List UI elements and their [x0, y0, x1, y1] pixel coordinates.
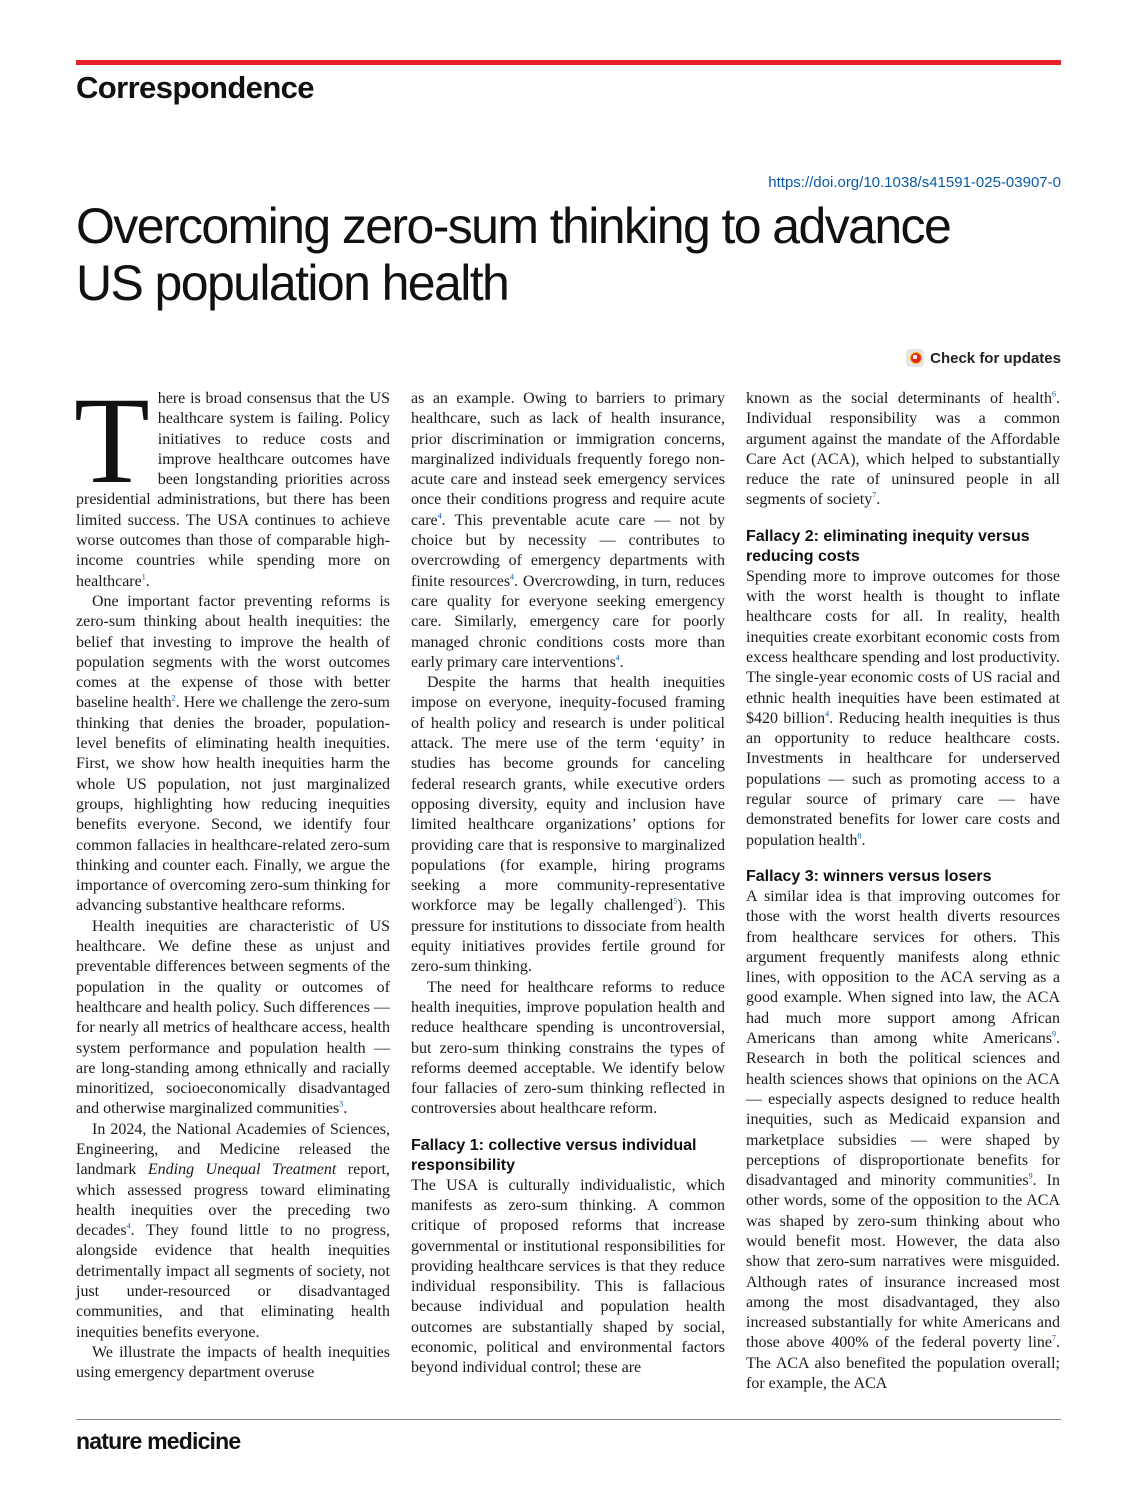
drop-cap: T [74, 372, 150, 509]
text: report, which assessed progress toward eliminating health inequities over the preceding two decades [76, 1161, 390, 1240]
paragraph: The USA is culturally individualistic, which manifests as zero-sum thinking. A common critique of proposed reforms that increase governmental or institutional responsibilities for providing healthcare services is that they reduce individual responsibility. This is fallacious because individual and population health outcomes are substantially shaped by social, economic, political and environmental factors beyond individual control; these are [411, 1176, 725, 1377]
fallacy-2-heading: Fallacy 2: eliminating inequity versus reducing costs [746, 527, 1030, 565]
reference-link[interactable]: 1 [141, 572, 146, 582]
text: . This preventable acute care — not by choice but by necessity — contributes to overcrowding of emergency departments with finite resources [411, 511, 725, 590]
reference-link[interactable]: 8 [857, 831, 862, 841]
reference-link[interactable]: 2 [171, 694, 176, 704]
check-for-updates-button[interactable] [906, 349, 1061, 367]
article-column-3 [746, 389, 1060, 1394]
text: . [145, 572, 150, 590]
text: . [861, 831, 866, 849]
check-updates-icon [906, 349, 924, 367]
text: . [876, 491, 881, 509]
paragraph [76, 592, 390, 917]
paragraph [74, 372, 390, 592]
text: Spending more to improve outcomes for those with the worst health is thought to inflate healthcare costs for all. In reality, health inequities create exorbitant economic costs from excess healthcare spending and lost productivity. The single-year economic costs of US racial and ethnic health inequities have been estimated at $420 billion [746, 567, 1060, 727]
text: ). This pressure for institutions to dissociate from health equity initiatives provides fertile ground for zero-sum thinking. [411, 897, 726, 976]
text: One important factor preventing reforms is zero-sum thinking about health inequities: the belief that investing to improve the health of population segments with the worst outcomes comes at the expense of those with better baseline health [76, 592, 390, 712]
reference-link[interactable]: 9 [1028, 1171, 1033, 1181]
text: . In other words, some of the opposition to the ACA was shaped by zero-sum thinking about who would benefit most. However, the data also show that zero-sum narratives were misguided. Although rates of insurance increased most among the most disadvantaged, they also increased substantially for white Americans and those above 400% of the federal poverty line [746, 1172, 1061, 1352]
reference-link[interactable]: 5 [673, 897, 678, 907]
text: here is broad consensus that the US healthcare system is failing. Policy initiatives to reduce costs and improve healthcare outcomes have been longstanding priorities across presidential administrations, but there has been limited success. The USA continues to achieve worse outcomes than those of comparable high-income countries while spending more on healthcare [76, 390, 390, 590]
reference-link[interactable]: 7 [1052, 1334, 1056, 1344]
text: . The ACA also benefited the population overall; for example, the ACA [746, 1334, 1060, 1393]
fallacy-1-heading: Fallacy 1: collective versus individual responsibility [411, 1136, 697, 1174]
reference-link[interactable]: 4 [615, 653, 620, 663]
text: known as the social determinants of health [746, 390, 1052, 407]
paragraph [76, 917, 390, 1120]
paragraph [76, 1120, 390, 1343]
paragraph: The need for healthcare reforms to reduce health inequities, improve population health and reduce healthcare spending is uncontroversial, but zero-sum thinking constrains the types of reforms deemed acceptable. We identify below four fallacies of zero-sum thinking reflected in controversies about healthcare reform. [411, 978, 725, 1118]
reference-link[interactable]: 3 [339, 1100, 344, 1110]
reference-link[interactable]: 4 [825, 709, 830, 719]
text: . [343, 1100, 348, 1118]
paragraph [746, 567, 1060, 851]
footer-divider [76, 1419, 1061, 1420]
report-title: Ending Unequal Treatment [147, 1161, 337, 1179]
title-line-2: US population health [76, 255, 509, 311]
reference-link[interactable]: 6 [1052, 389, 1056, 399]
paragraph [746, 887, 1060, 1394]
text: Health inequities are characteristic of US healthcare. We define these as unjust and preventable differences between segments of the population in the quality or outcomes of healthcare and health policy. Such differences — for nearly all metrics of healthcare access, health system performance and population health — are long-standing among ethnically and racially minoritized, socioeconomically disadvantaged and otherwise marginalized communities [76, 917, 390, 1118]
article-column-1 [74, 372, 390, 1384]
title-line-1: Overcoming zero-sum thinking to advance [76, 198, 951, 254]
check-updates-label: Check for updates [930, 349, 1061, 367]
text: . [619, 653, 624, 671]
text: Despite the harms that health inequities impose on everyone, inequity-focused framing of health policy and research is under political attack. The mere use of the term ‘equity’ in studies has become grounds for canceling federal research grants, while executive orders opposing diversity, equity and inclusion have limited healthcare organizations’ options for providing care that is responsive to marginalized populations (for example, hiring programs seeking a more community-representative workforce may be legally challenged [411, 674, 725, 915]
paragraph [411, 389, 725, 673]
section-label: Correspondence [76, 70, 314, 105]
top-accent-bar [76, 60, 1061, 65]
text: . Here we challenge the zero-sum thinking that denies the broader, population-level benefits of eliminating health inequities. First, we show how health inequities harm the whole US population, not just marginalized groups, highlighting how reducing inequities benefits everyone. Second, we identify four common fallacies in healthcare-related zero-sum thinking and counter each. Finally, we argue the importance of overcoming zero-sum thinking for advancing substantive healthcare reforms. [76, 694, 390, 915]
article-column-2 [411, 389, 725, 1379]
reference-link[interactable]: 4 [510, 572, 515, 582]
text: In 2024, the National Academies of Sciences, Engineering, and Medicine released the landmark [76, 1120, 390, 1179]
text: . They found little to no progress, alongside evidence that health inequities detrimentally impact all segments of society, not just under-resourced or disadvantaged communities, and that eliminating health inequities benefits everyone. [76, 1222, 390, 1341]
text: . Research in both the political sciences and health sciences shows that opinions on the ACA — especially aspects designed to reduce health inequities, such as Medicaid expansion and marketplace subsidies — were shaped by perceptions of disproportionate benefits for disadvantaged and minority communities [746, 1030, 1060, 1190]
fallacy-3-heading: Fallacy 3: winners versus losers [746, 867, 992, 885]
text: . Reducing health inequities is thus an opportunity to reduce healthcare costs. Investments in healthcare for underserved populations — such as promoting access to a regular source of primary care — have demonstrated benefits for lower care costs and population health [746, 709, 1060, 849]
text: . Overcrowding, in turn, reduces care quality for everyone seeking emergency care. Similarly, emergency care for poorly managed chronic conditions costs more than early primary care interventions [411, 572, 725, 671]
reference-link[interactable]: 7 [872, 491, 877, 501]
text: . Individual responsibility was a common argument against the mandate of the Affordable Care Act (ACA), which helped to substantially reduce the rate of uninsured people in all segments of society [746, 390, 1060, 509]
reference-link[interactable]: 4 [126, 1221, 131, 1231]
journal-logo: nature medicine [76, 1428, 241, 1454]
reference-link[interactable]: 9 [1052, 1029, 1056, 1039]
paragraph [746, 389, 1060, 511]
reference-link[interactable]: 4 [437, 511, 442, 521]
paragraph [411, 673, 725, 977]
paragraph: We illustrate the impacts of health inequities using emergency department overuse [76, 1343, 390, 1382]
article-title [76, 198, 1056, 312]
doi-link[interactable]: https://doi.org/10.1038/s41591-025-03907-0 [768, 174, 1061, 191]
text: as an example. Owing to barriers to primary healthcare, such as lack of health insurance, prior discrimination or immigration concerns, marginalized individuals frequently forego non-acute care and instead seek emergency services once their conditions progress and require acute care [411, 390, 725, 529]
text: A similar idea is that improving outcomes for those with the worst health diverts resources from healthcare services for others. This argument frequently manifests along ethnic lines, with opposition to the ACA serving as a good example. When signed into law, the ACA had much more support among African Americans than among white Americans [746, 887, 1060, 1048]
